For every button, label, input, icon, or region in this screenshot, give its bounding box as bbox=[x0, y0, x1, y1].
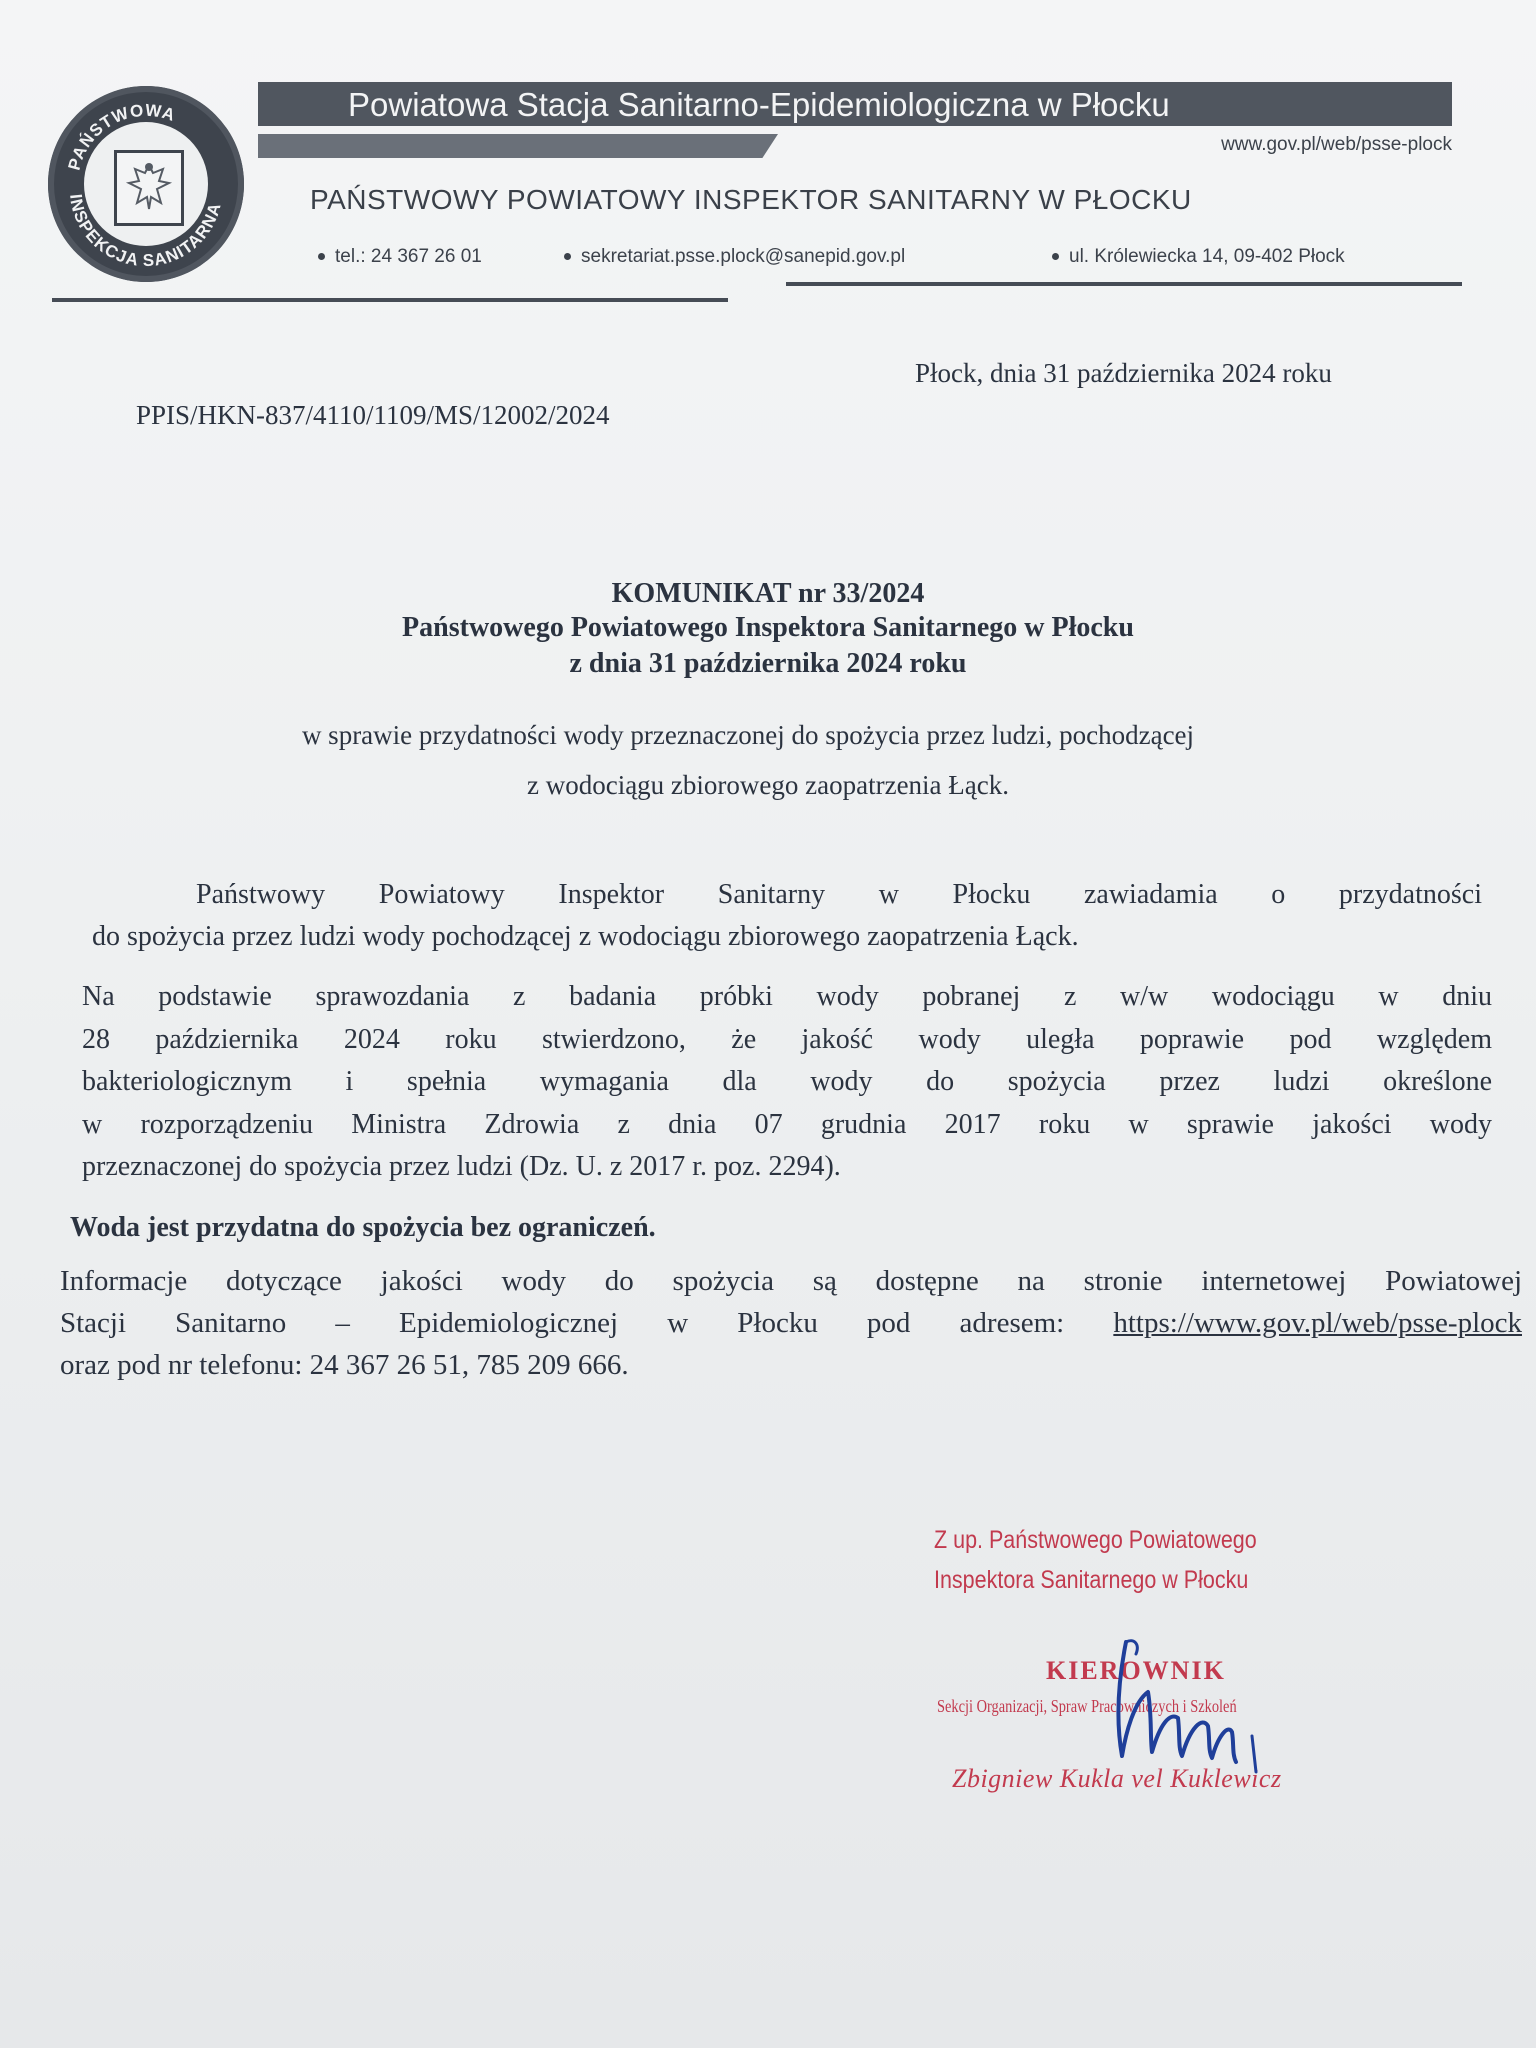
contact-email bbox=[564, 246, 905, 268]
paragraph-notice bbox=[92, 874, 1482, 958]
website-link[interactable]: https://www.gov.pl/web/psse-plock bbox=[1113, 1307, 1522, 1339]
bullet-icon bbox=[564, 253, 571, 260]
address-text: ul. Królewiecka 14, 09-402 Płock bbox=[1069, 246, 1345, 267]
paragraph-line bbox=[60, 1302, 1522, 1344]
stamp-name: Zbigniew Kukla vel Kuklewicz bbox=[952, 1764, 1282, 1793]
contact-address bbox=[1052, 246, 1345, 268]
paragraph-information bbox=[60, 1260, 1522, 1386]
info-text: Stacji Sanitarno – Epidemiologicznej w Płocku pod adresem: bbox=[60, 1307, 1114, 1339]
communique-issuer: Państwowego Powiatowego Inspektora Sanitarnego w Płocku bbox=[402, 612, 1134, 643]
paragraph-line: Na podstawie sprawozdania z badania próbki wody pobranej z w/w wodociągu w dniu bbox=[82, 981, 1492, 1012]
header-subbar bbox=[258, 134, 778, 158]
stamp-authorization-line-1: Z up. Państwowego Powiatowego bbox=[934, 1526, 1257, 1554]
phone-text: tel.: 24 367 26 01 bbox=[335, 246, 482, 267]
inspector-title: PAŃSTWOWY POWIATOWY INSPEKTOR SANITARNY W PŁOCKU bbox=[310, 184, 1192, 215]
paragraph-line: w rozporządzeniu Ministra Zdrowia z dnia 07 grudnia 2017 roku w sprawie jakości wody bbox=[82, 1108, 1492, 1140]
paragraph-line: do spożycia przez ludzi wody pochodzącej z wodociągu zbiorowego zaopatrzenia Łąck. bbox=[92, 921, 1079, 952]
communique-date: z dnia 31 października 2024 roku bbox=[569, 648, 967, 679]
logo-ring-bottom-text: INSPEKCJA SANITARNA bbox=[66, 193, 225, 271]
reference-number: PPIS/HKN-837/4110/1109/MS/12002/2024 bbox=[136, 400, 610, 430]
handwritten-signature bbox=[1056, 1632, 1276, 1782]
paragraph-line: oraz pod nr telefonu: 24 367 26 51, 785 209 666. bbox=[60, 1349, 629, 1381]
header-divider-left bbox=[52, 298, 728, 302]
inspection-logo bbox=[48, 86, 244, 282]
logo-ring-top-text: PAŃSTWOWA bbox=[64, 100, 179, 173]
stamp-authorization-line-2: Inspektora Sanitarnego w Płocku bbox=[934, 1566, 1249, 1594]
document-date: Płock, dnia 31 października 2024 roku bbox=[915, 358, 1332, 388]
bullet-icon bbox=[1052, 253, 1059, 260]
subject-line-2: z wodociągu zbiorowego zaopatrzenia Łąck. bbox=[526, 770, 1010, 800]
email-text: sekretariat.psse.plock@sanepid.gov.pl bbox=[581, 246, 906, 267]
paragraph-findings bbox=[82, 976, 1492, 1189]
bullet-icon bbox=[318, 253, 325, 260]
subject-line-1: w sprawie przydatności wody przeznaczonej do spożycia przez ludzi, pochodzącej bbox=[301, 720, 1195, 750]
station-name: Powiatowa Stacja Sanitarno-Epidemiologiczna w Płocku bbox=[348, 86, 1170, 123]
header-divider-right bbox=[786, 282, 1462, 286]
communique-number: KOMUNIKAT nr 33/2024 bbox=[611, 578, 925, 609]
contact-phone bbox=[318, 246, 482, 268]
conclusion: Woda jest przydatna do spożycia bez ograniczeń. bbox=[70, 1212, 656, 1243]
header-website: www.gov.pl/web/psse-plock bbox=[1221, 134, 1452, 155]
stamp-section: Sekcji Organizacji, Spraw Pracowniczych i Szkoleń bbox=[937, 1696, 1237, 1716]
paragraph-line: bakteriologicznym i spełnia wymagania dla wody do spożycia przez ludzi określone bbox=[82, 1066, 1492, 1097]
paragraph-line: Państwowy Powiatowy Inspektor Sanitarny w Płocku zawiadamia o przydatności bbox=[196, 879, 1482, 910]
stamp-title: KIEROWNIK bbox=[1046, 1656, 1226, 1685]
paragraph-line: przeznaczonej do spożycia przez ludzi (Dz. U. z 2017 r. poz. 2294). bbox=[82, 1151, 841, 1182]
header-banner bbox=[258, 82, 1452, 126]
paragraph-line: Informacje dotyczące jakości wody do spożycia są dostępne na stronie internetowej Powiatowej bbox=[60, 1265, 1522, 1297]
paragraph-line: 28 października 2024 roku stwierdzono, że jakość wody uległa poprawie pod względem bbox=[82, 1023, 1492, 1055]
